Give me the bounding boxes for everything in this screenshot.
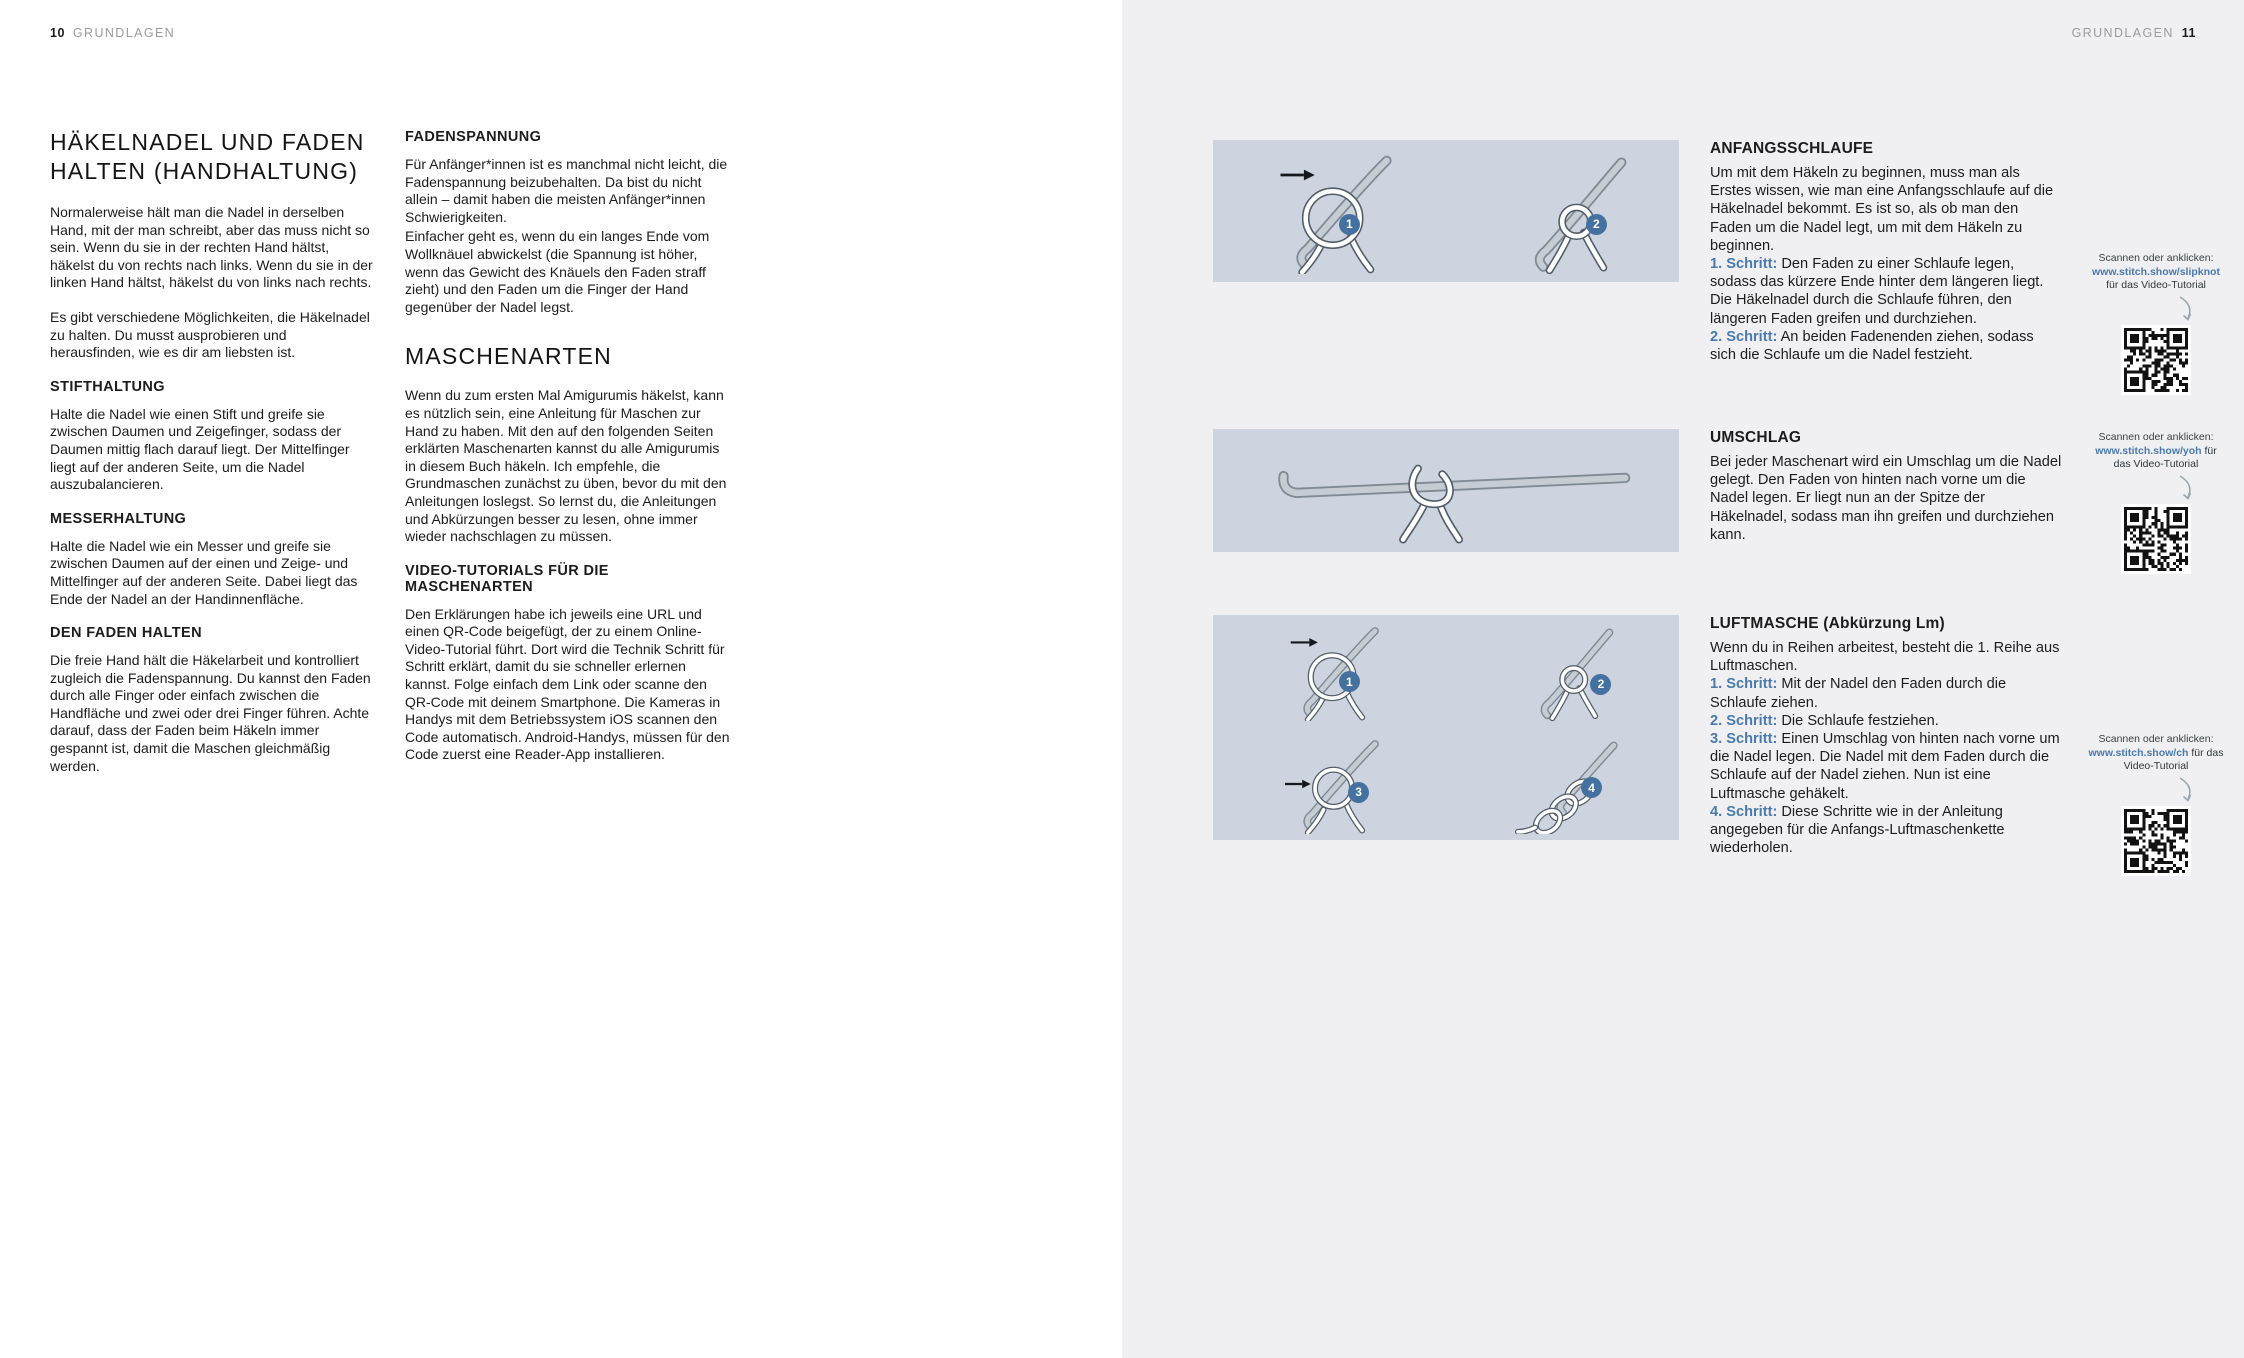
scan-hint: Scannen oder anklicken: bbox=[2098, 733, 2214, 745]
section-divider bbox=[1213, 408, 2225, 415]
scan-line bbox=[2087, 747, 2225, 774]
section-intro: Um mit dem Häkeln zu beginnen, muss man als Erstes wissen, wie man eine Anfangsschlaufe auf die Häkelnadel bekommt. Es ist so, als ob man den Faden um die Nadel legt, um mit dem Häkeln zu beginnen. bbox=[1710, 165, 2054, 254]
paragraph: Wenn du zum ersten Mal Amigurumis häkelst, kann es nützlich sein, eine Anleitung für Maschen zur Hand zu haben. Mit den auf den folgenden Seiten erklärten Maschenarten kannst du alle Amigurumis in diesem Buch häkeln. Ich empfehle, die Grundmaschen zunächst zu üben, bevor du mit den Anleitungen loslegst. So lernst du, die Anleitungen und Abkürzungen besser zu lesen, ohne immer wieder nachschlagen zu müssen. bbox=[405, 387, 727, 545]
step-label: 1. Schritt: bbox=[1710, 256, 1778, 273]
scan-suffix: für das Video-Tutorial bbox=[2123, 746, 2224, 772]
tutorial-link[interactable]: www.stitch.show/slipknot bbox=[2092, 265, 2220, 278]
step-label: 4. Schritt: bbox=[1710, 803, 1778, 820]
chapter-heading-maschenarten: MASCHENARTEN bbox=[405, 343, 612, 370]
step-paragraph bbox=[1710, 712, 2062, 730]
hook-knot-drawing bbox=[1469, 621, 1657, 721]
illustration-luftmasche bbox=[1213, 615, 1679, 840]
paragraph: Halte die Nadel wie einen Stift und greife sie zwischen Daumen und Zeigefinger, sodass der Daumen mittig flach darauf liegt. Der Mittelfinger liegt auf der anderen Seite, um die Nadel auszubalancieren. bbox=[50, 405, 350, 493]
scan-hint: Scannen oder anklicken: bbox=[2098, 252, 2214, 264]
section-divider bbox=[1213, 594, 2225, 601]
subheading-fadenspannung: FADENSPANNUNG bbox=[405, 129, 542, 145]
left-page-columns bbox=[50, 128, 1072, 792]
paragraph: Halte die Nadel wie ein Messer und greife sie zwischen Daumen auf der einen und Zeige- und Mittelfinger auf der anderen Seite. Dabei liegt das Ende der Nadel an der Handinnenfläche. bbox=[50, 537, 358, 607]
section-title: ANFANGSSCHLAUFE bbox=[1710, 140, 1874, 157]
step-paragraph bbox=[1710, 328, 2062, 364]
section-intro: Wenn du in Reihen arbeitest, besteht die 1. Reihe aus Luftmaschen. bbox=[1710, 640, 2060, 675]
section-title: LUFTMASCHE (Abkürzung Lm) bbox=[1710, 615, 1945, 632]
tutorial-link[interactable]: www.stitch.show/ch bbox=[2088, 746, 2189, 759]
page-number-right: 11 bbox=[2181, 26, 2196, 40]
right-page-content bbox=[1213, 140, 2225, 945]
section-luftmasche bbox=[1213, 615, 2225, 945]
step-label: 2. Schritt: bbox=[1710, 328, 1778, 345]
page-number-left: 10 bbox=[50, 26, 65, 40]
hook-loop-drawing bbox=[1232, 148, 1428, 274]
subheading-video-tutorials: VIDEO-TUTORIALS FÜR DIE MASCHENARTEN bbox=[405, 562, 609, 595]
step-badge: 1 bbox=[1339, 671, 1360, 692]
yarn-over-drawing bbox=[1231, 435, 1661, 547]
step-text: Diese Schritte wie in der Anleitung angegeben für die Anfangs-Luftmaschenkette wiederholen. bbox=[1710, 803, 2005, 857]
illustration-panel-knot bbox=[1469, 621, 1657, 721]
paragraph: Für Anfänger*innen ist es manchmal nicht leicht, die Fadenspannung beizubehalten. Da bist du nicht allein – damit haben die meisten Anfänger*innen Schwierigkeiten. bbox=[405, 156, 728, 225]
tutorial-link[interactable]: www.stitch.show/yoh bbox=[2095, 444, 2202, 457]
illustration-panel-pull-through bbox=[1236, 734, 1424, 834]
scan-suffix: für das Video-Tutorial bbox=[2113, 444, 2217, 470]
section-anfangsschlaufe bbox=[1213, 140, 2225, 395]
curved-arrow-down-icon bbox=[2175, 295, 2197, 323]
chapter-heading: HÄKELNADEL UND FADEN HALTEN (HANDHALTUNG) bbox=[50, 129, 365, 184]
paragraph: Die freie Hand hält die Häkelarbeit und kontrolliert zugleich die Fadenspannung. Du kannst den Faden durch alle Finger oder einfach zwischen die Handfläche und zwei oder drei Finger führen. Achte darauf, dass der Faden beim Häkeln immer gespannt ist, damit die Maschen gleichmäßig werden. bbox=[50, 652, 371, 774]
step-label: 2. Schritt: bbox=[1710, 712, 1778, 729]
curved-arrow-down-icon bbox=[2175, 474, 2197, 502]
illustration-anfangsschlaufe bbox=[1213, 140, 1679, 282]
scan-line bbox=[2087, 445, 2225, 472]
step-paragraph bbox=[1710, 255, 2062, 328]
qr-code[interactable] bbox=[2121, 504, 2191, 574]
hook-knot-drawing bbox=[1465, 148, 1661, 274]
column-1 bbox=[50, 128, 375, 792]
step-badge: 1 bbox=[1339, 214, 1360, 235]
step-paragraph bbox=[1710, 803, 2062, 858]
qr-code[interactable] bbox=[2121, 806, 2191, 876]
step-paragraph bbox=[1710, 730, 2062, 803]
scan-line bbox=[2087, 266, 2225, 293]
illustration-panel-yarnover bbox=[1231, 435, 1661, 547]
step-badge: 3 bbox=[1348, 782, 1369, 803]
step-badge: 4 bbox=[1581, 777, 1602, 798]
running-head-left bbox=[50, 26, 1072, 40]
curved-arrow-down-icon bbox=[2175, 776, 2197, 804]
step-badge: 2 bbox=[1590, 674, 1611, 695]
running-head-label: GRUNDLAGEN bbox=[2071, 26, 2174, 40]
step-text: Die Schlaufe festziehen. bbox=[1781, 712, 1939, 729]
paragraph: Den Erklärungen habe ich jeweils eine URL und einen QR-Code beigefügt, der zu einem Online-Video-Tutorial führt. Dort wird die Technik Schritt für Schritt erklärt, damit du sie schneller erlernen kannst. Folge einfach dem Link oder scanne den QR-Code mit deinem Smartphone. Die Kameras in Handys mit dem Betriebssystem iOS scannen den Code automatisch. Android-Handys, müssen für den Code zuerst eine Reader-App installieren. bbox=[405, 605, 730, 763]
chain-stitches-drawing bbox=[1469, 734, 1657, 834]
section-intro: Bei jeder Maschenart wird ein Umschlag um die Nadel gelegt. Den Faden von hinten nach vorne um die Nadel legen. Er liegt nun an der Spitze der Häkelnadel, sodass man ihn greifen und durchziehen kann. bbox=[1710, 454, 2062, 543]
step-label: 1. Schritt: bbox=[1710, 676, 1778, 693]
video-tutorial-sidenote bbox=[2087, 431, 2225, 574]
subheading-den-faden-halten: DEN FADEN HALTEN bbox=[50, 625, 202, 642]
illustration-panel-knot bbox=[1465, 148, 1661, 274]
section-text bbox=[1710, 140, 2062, 364]
hook-pull-drawing bbox=[1236, 734, 1424, 834]
qr-code[interactable] bbox=[2121, 325, 2191, 395]
illustration-umschlag bbox=[1213, 429, 1679, 552]
step-label: 3. Schritt: bbox=[1710, 731, 1778, 748]
section-text bbox=[1710, 615, 2062, 857]
video-tutorial-sidenote bbox=[2087, 252, 2225, 395]
video-tutorial-sidenote bbox=[2087, 733, 2225, 876]
subheading-messerhaltung: MESSERHALTUNG bbox=[50, 510, 187, 527]
paragraph: Einfacher geht es, wenn du ein langes Ende vom Wollknäuel abwickelst (die Spannung ist höher, wenn das Gewicht des Knäuels den Faden straff zieht) und den Faden um die Finger der Hand gegenüber der Nadel legst. bbox=[405, 228, 710, 315]
step-text: Mit der Nadel den Faden durch die Schlaufe ziehen. bbox=[1710, 676, 2007, 711]
running-head-label: GRUNDLAGEN bbox=[72, 26, 176, 40]
scan-suffix: für das Video-Tutorial bbox=[2106, 279, 2206, 291]
paragraph: Es gibt verschiedene Möglichkeiten, die Häkelnadel zu halten. Du musst ausprobieren und herausfinden, wie es dir am liebsten ist. bbox=[50, 308, 370, 361]
step-text: Den Faden zu einer Schlaufe legen, sodass das kürzere Ende hinter dem längeren liegt. Die Häkelnadel durch die Schlaufe führen, den längeren Faden greifen und durchziehen. bbox=[1710, 256, 2044, 327]
column-2 bbox=[405, 128, 730, 792]
step-text: Einen Umschlag von hinten nach vorne um die Nadel legen. Die Nadel mit dem Faden durch die Schlaufe auf der Nadel ziehen. Nun ist eine Luftmasche gehäkelt. bbox=[1710, 731, 2060, 802]
illustration-panel-chain bbox=[1469, 734, 1657, 834]
section-text bbox=[1710, 429, 2062, 544]
subheading-stifthaltung: STIFTHALTUNG bbox=[50, 378, 165, 395]
section-umschlag bbox=[1213, 429, 2225, 581]
step-paragraph bbox=[1710, 675, 2062, 711]
step-badge: 2 bbox=[1586, 214, 1607, 235]
page-right bbox=[1122, 0, 2244, 1358]
hook-loop-drawing bbox=[1236, 621, 1424, 721]
paragraph: Normalerweise hält man die Nadel in derselben Hand, mit der man schreibt, aber das muss nicht so sein. Wenn du sie in der rechten Hand hältst, häkelst du von rechts nach links. Wenn du sie in der linken Hand hältst, häkelst du von links nach rechts. bbox=[50, 204, 373, 291]
illustration-panel-loop bbox=[1232, 148, 1428, 274]
running-head-right bbox=[1122, 26, 2196, 40]
step-text: An beiden Fadenenden ziehen, sodass sich die Schlaufe um die Nadel festzieht. bbox=[1710, 328, 2034, 364]
section-title: UMSCHLAG bbox=[1710, 429, 1802, 446]
illustration-panel-loop bbox=[1236, 621, 1424, 721]
scan-hint: Scannen oder anklicken: bbox=[2098, 431, 2214, 443]
